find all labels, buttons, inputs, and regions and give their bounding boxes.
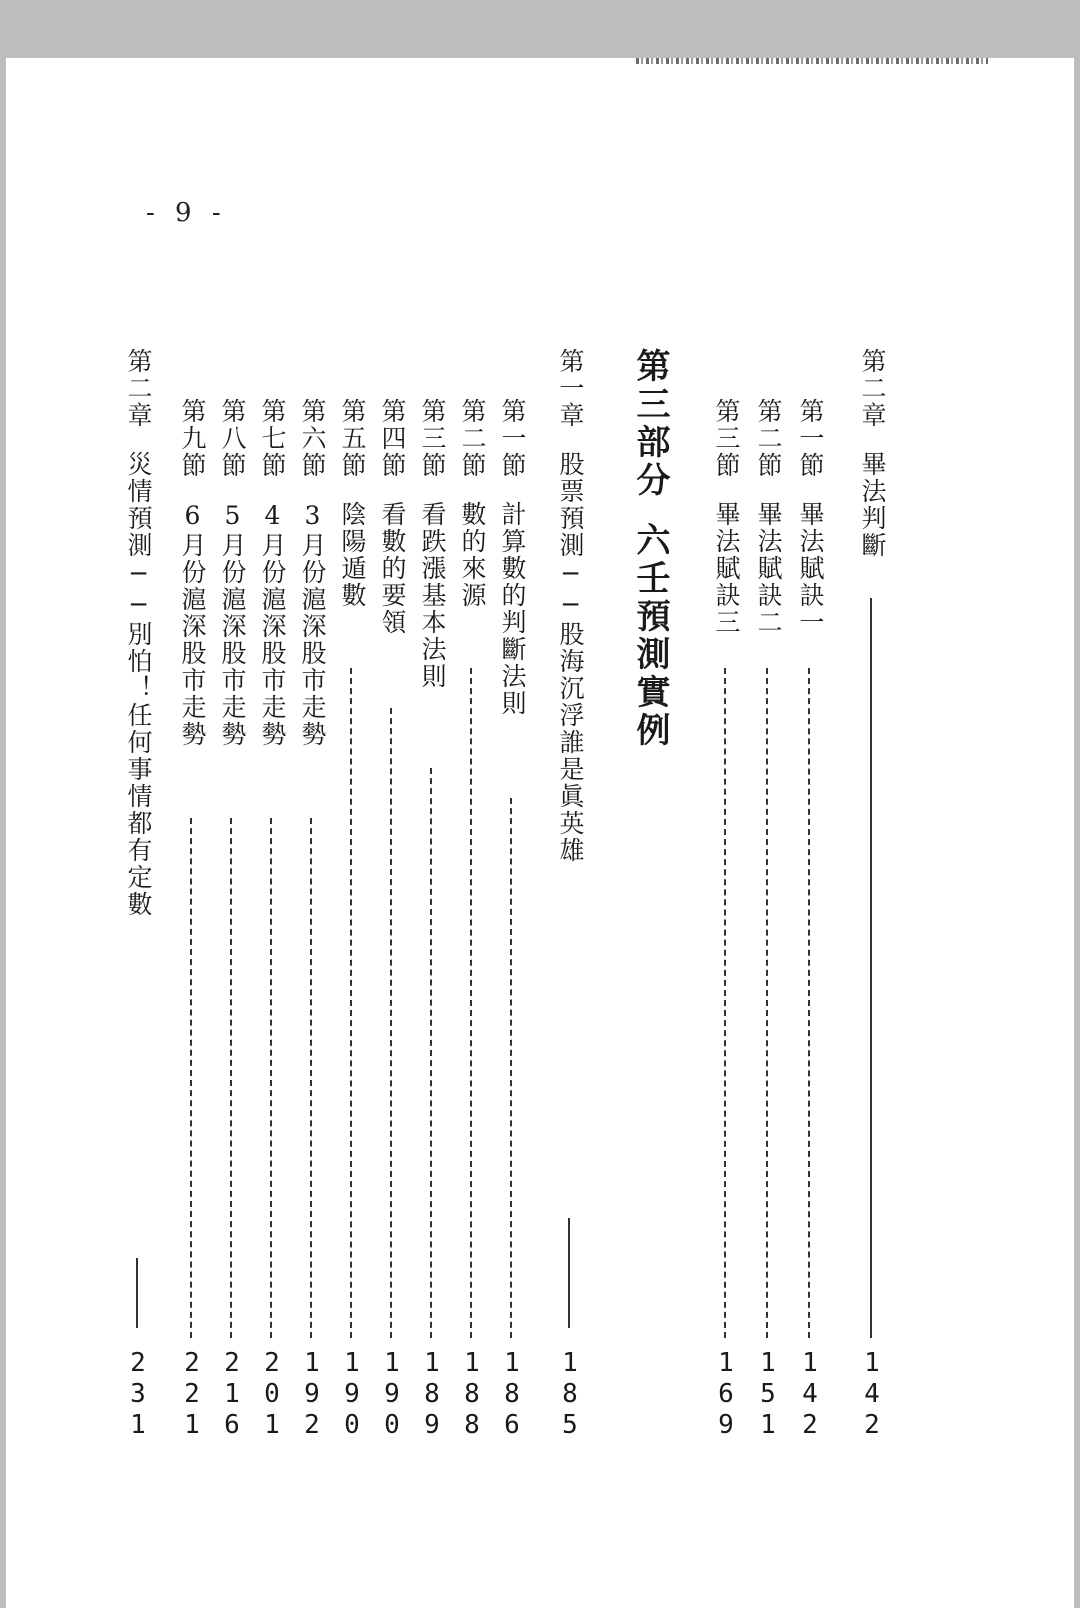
entry-label: 第八節 — [218, 398, 247, 479]
leader-line — [390, 708, 392, 1338]
entry-page: 151 — [753, 1348, 783, 1441]
entry-title: 災情預測──別怕！任何事情都有定數 — [124, 451, 153, 918]
leader-line — [230, 818, 232, 1338]
toc-entry-section — [748, 348, 788, 1508]
entry-label: 第七節 — [258, 398, 287, 479]
entry-title: 畢法判斷 — [858, 451, 887, 559]
toc-part-heading — [630, 348, 670, 1508]
entry-title: 畢法賦訣一 — [796, 501, 825, 636]
leader-line — [470, 668, 472, 1338]
entry-page: 189 — [417, 1348, 447, 1441]
entry-label: 第三節 — [712, 398, 741, 479]
entry-title: 5月份滬深股市走勢 — [218, 501, 247, 748]
toc-entry-section — [412, 348, 452, 1508]
entry-title: 股票預測──股海沉浮誰是眞英雄 — [556, 451, 585, 864]
entry-page: 231 — [123, 1348, 153, 1441]
leader-line — [568, 1218, 570, 1328]
toc-entry-section — [252, 348, 292, 1508]
toc-entry-chapter — [118, 348, 158, 1508]
entry-title: 畢法賦訣二 — [754, 501, 783, 636]
toc-entry-section — [372, 348, 412, 1508]
toc-entry-chapter — [550, 348, 590, 1508]
toc-entry-section — [790, 348, 830, 1508]
toc-entry-section — [172, 348, 212, 1508]
document-page — [6, 58, 1074, 1608]
entry-title: 3月份滬深股市走勢 — [298, 501, 327, 748]
leader-line — [430, 768, 432, 1338]
entry-page: 185 — [555, 1348, 585, 1441]
entry-label: 第二章 — [124, 348, 153, 429]
entry-page: 186 — [497, 1348, 527, 1441]
entry-title: 陰陽遁數 — [338, 501, 367, 609]
entry-label: 第二節 — [754, 398, 783, 479]
entry-title: 6月份滬深股市走勢 — [178, 501, 207, 748]
leader-line — [808, 668, 810, 1338]
entry-title: 計算數的判斷法則 — [498, 501, 527, 717]
entry-page: 142 — [795, 1348, 825, 1441]
leader-line — [190, 818, 192, 1338]
leader-line — [766, 668, 768, 1338]
part-title: 六壬預測實例 — [630, 522, 670, 750]
entry-page: 190 — [377, 1348, 407, 1441]
leader-line — [350, 668, 352, 1338]
entry-page: 169 — [711, 1348, 741, 1441]
toc-entry-chapter — [852, 348, 892, 1508]
entry-label: 第一節 — [498, 398, 527, 479]
entry-label: 第二章 — [858, 348, 887, 429]
toc-entry-section — [706, 348, 746, 1508]
entry-label: 第一節 — [796, 398, 825, 479]
entry-page: 188 — [457, 1348, 487, 1441]
leader-line — [870, 598, 872, 1338]
toc-entry-section — [452, 348, 492, 1508]
entry-label: 第四節 — [378, 398, 407, 479]
toc-entry-section — [492, 348, 532, 1508]
entry-label: 第六節 — [298, 398, 327, 479]
leader-line — [136, 1258, 138, 1328]
entry-label: 第九節 — [178, 398, 207, 479]
entry-title: 看跌漲基本法則 — [418, 501, 447, 690]
toc-entry-section — [212, 348, 252, 1508]
entry-title: 畢法賦訣三 — [712, 501, 741, 636]
entry-label: 第一章 — [556, 348, 585, 429]
entry-page: 192 — [297, 1348, 327, 1441]
entry-title: 看數的要領 — [378, 501, 407, 636]
page-number: - 9 - — [146, 198, 227, 228]
entry-page: 216 — [217, 1348, 247, 1441]
entry-page: 201 — [257, 1348, 287, 1441]
entry-title: 4月份滬深股市走勢 — [258, 501, 287, 748]
scan-artifact — [636, 58, 988, 64]
leader-line — [724, 668, 726, 1338]
entry-label: 第五節 — [338, 398, 367, 479]
entry-title: 數的來源 — [458, 501, 487, 609]
toc-entry-section — [332, 348, 372, 1508]
entry-label: 第二節 — [458, 398, 487, 479]
part-label: 第三部分 — [630, 348, 670, 500]
entry-label: 第三節 — [418, 398, 447, 479]
entry-page: 221 — [177, 1348, 207, 1441]
leader-line — [510, 798, 512, 1338]
leader-line — [310, 818, 312, 1338]
entry-page: 190 — [337, 1348, 367, 1441]
leader-line — [270, 818, 272, 1338]
entry-page: 142 — [857, 1348, 887, 1441]
toc-entry-section — [292, 348, 332, 1508]
